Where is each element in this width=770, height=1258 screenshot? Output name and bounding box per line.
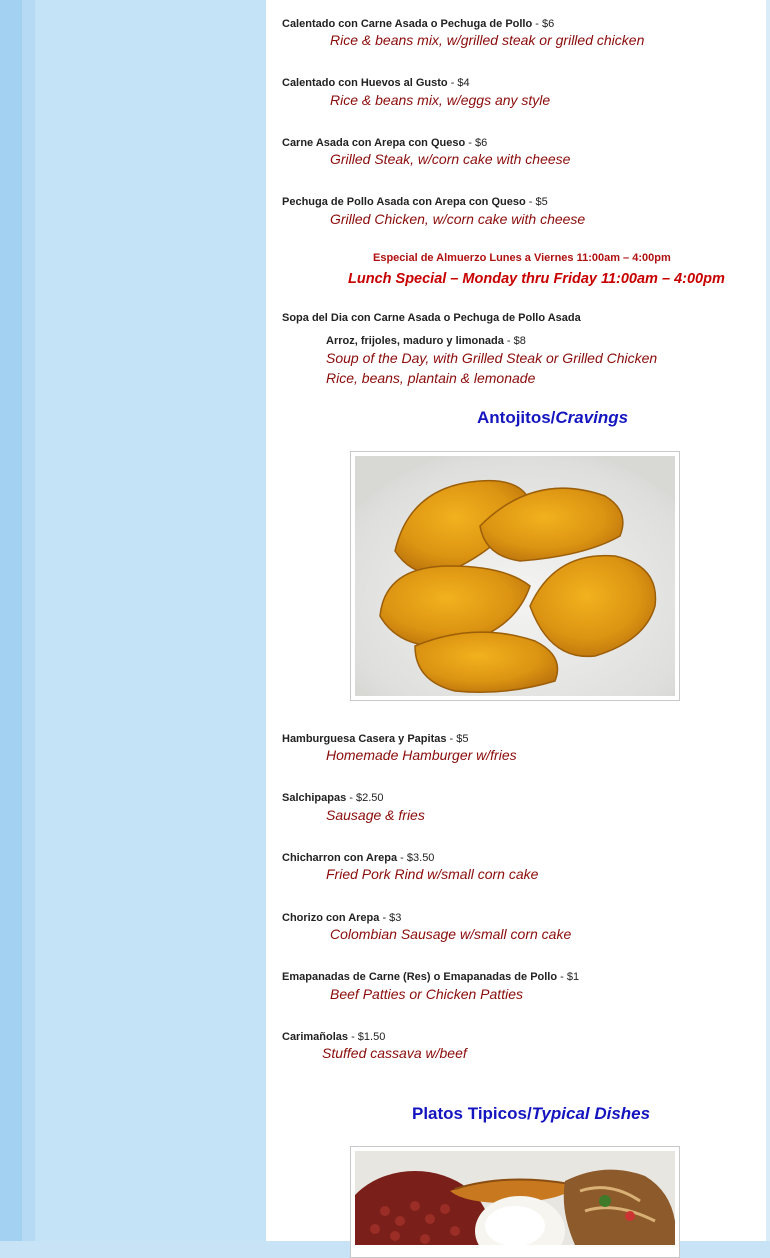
item-name: Calentado con Huevos al Gusto (282, 77, 448, 89)
item-name: Pechuga de Pollo Asada con Arepa con Queso (282, 196, 526, 208)
lunch-sides-name: Arroz, frijoles, maduro y limonada (326, 335, 504, 347)
item-name: Calentado con Carne Asada o Pechuga de Pollo (282, 18, 533, 30)
item-description: Stuffed cassava w/beef (322, 1045, 467, 1061)
lunch-description-2: Rice, beans, plantain & lemonade (326, 370, 536, 386)
menu-item (282, 192, 548, 210)
section-title-en: Typical Dishes (531, 1104, 651, 1123)
item-price: - $6 (465, 137, 488, 149)
item-description: Grilled Steak, w/corn cake with cheese (330, 151, 571, 167)
item-price: - $1 (557, 971, 580, 983)
item-name: Carimañolas (282, 1031, 349, 1043)
menu-content (266, 0, 766, 1241)
section-title-es: Antojitos/ (477, 408, 556, 427)
lunch-special-title-en: Lunch Special – Monday thru Friday 11:00am – 4:00pm (348, 271, 725, 287)
menu-item (282, 788, 384, 806)
menu-item (282, 908, 401, 926)
lunch-sides (326, 331, 526, 349)
lunch-soup-name: Sopa del Dia con Carne Asada o Pechuga de Pollo Asada (282, 312, 581, 324)
item-price: - $1.50 (348, 1031, 386, 1043)
item-price: - $5 (525, 196, 548, 208)
menu-item (282, 133, 487, 151)
item-name: Chorizo con Arepa (282, 912, 380, 924)
section-title-en: Cravings (555, 408, 629, 427)
bandeja-photo-frame (350, 1146, 680, 1258)
lunch-special-title-es: Especial de Almuerzo Lunes a Viernes 11:00am – 4:00pm (373, 252, 671, 264)
item-name: Hamburguesa Casera y Papitas (282, 733, 447, 745)
menu-item (282, 73, 470, 91)
menu-item (282, 848, 434, 866)
item-description: Beef Patties or Chicken Patties (330, 986, 523, 1002)
item-description: Homemade Hamburger w/fries (326, 747, 517, 763)
section-title-typical (412, 1104, 650, 1124)
item-name: Emapanadas de Carne (Res) o Emapanadas de Pollo (282, 971, 558, 983)
menu-item (282, 967, 579, 985)
item-price: - $2.50 (346, 792, 384, 804)
item-price: - $3.50 (397, 852, 435, 864)
empanadas-photo (355, 456, 675, 696)
item-description: Rice & beans mix, w/grilled steak or grilled chicken (330, 32, 645, 48)
item-description: Fried Pork Rind w/small corn cake (326, 866, 539, 882)
item-description: Grilled Chicken, w/corn cake with cheese (330, 211, 586, 227)
item-price: - $3 (379, 912, 402, 924)
item-name: Carne Asada con Arepa con Queso (282, 137, 466, 149)
item-name: Chicharron con Arepa (282, 852, 398, 864)
item-price: - $6 (532, 18, 555, 30)
left-edge-band-inner (22, 0, 35, 1241)
menu-item (282, 1027, 385, 1045)
item-price: - $4 (447, 77, 470, 89)
menu-item (282, 729, 468, 747)
lunch-description-1: Soup of the Day, with Grilled Steak or Grilled Chicken (326, 350, 658, 366)
section-title-es: Platos Tipicos/ (412, 1104, 532, 1123)
empanadas-photo-frame (350, 451, 680, 701)
section-title-cravings (477, 408, 628, 428)
item-description: Rice & beans mix, w/eggs any style (330, 92, 551, 108)
lunch-price: - $8 (503, 335, 526, 347)
menu-item (282, 14, 554, 32)
item-description: Colombian Sausage w/small corn cake (330, 926, 572, 942)
left-sidebar (35, 0, 266, 1241)
right-edge-band (766, 0, 770, 1241)
item-description: Sausage & fries (326, 807, 425, 823)
item-name: Salchipapas (282, 792, 347, 804)
bandeja-photo (355, 1151, 675, 1245)
left-edge-band (0, 0, 22, 1241)
item-price: - $5 (446, 733, 469, 745)
